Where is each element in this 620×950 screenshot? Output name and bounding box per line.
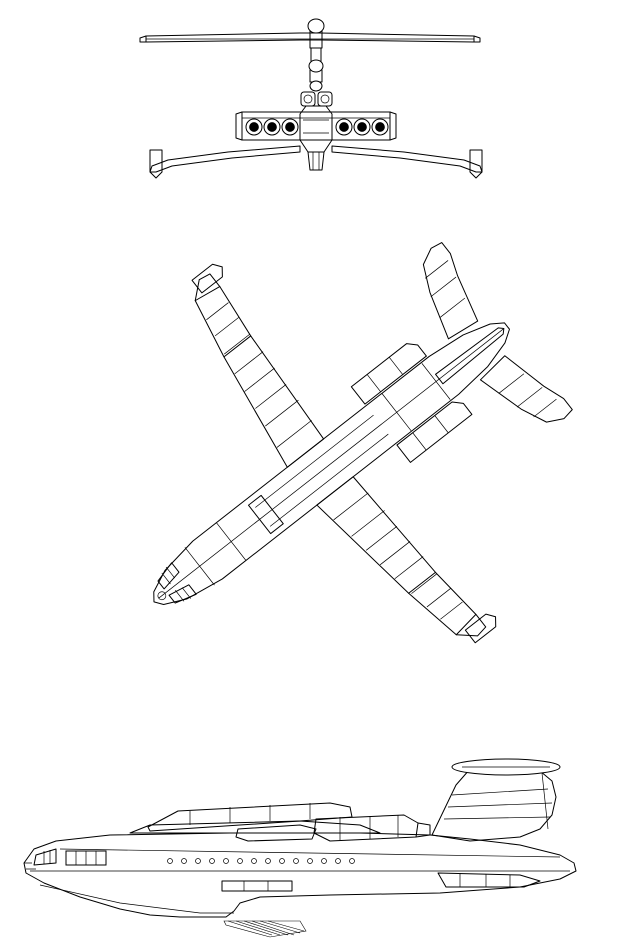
plan-fuselage-centerline [159, 329, 504, 599]
front-keel-lines [313, 152, 319, 170]
side-window-row [168, 859, 355, 864]
plan-wing-right-outline [317, 469, 487, 664]
plan-wing-left-ribs-2 [199, 317, 316, 447]
side-fin-outline [432, 765, 556, 841]
side-aft-hull-panel [438, 873, 540, 887]
front-pylon-fairing [310, 81, 322, 91]
side-profile-view [0, 745, 620, 950]
plan-rotated-group [12, 210, 620, 750]
plan-wing-left-outline [163, 272, 333, 467]
plan-top-view [0, 210, 620, 750]
side-rudder-hinge [542, 773, 548, 829]
front-lower-wing-left [150, 146, 300, 172]
front-lower-wing-right [332, 146, 482, 172]
plan-engine-nacelle-left [351, 339, 426, 404]
front-engine-nacelle-right [318, 92, 332, 106]
front-fin-cap [308, 19, 324, 33]
plan-tailplane-right-ribs [499, 368, 557, 425]
front-fin-fairing [309, 60, 323, 72]
plan-wing-left-tip-chord [195, 283, 220, 303]
front-pod-1-core [250, 123, 259, 132]
front-hull-lines [303, 120, 329, 133]
front-pod-2-core [268, 123, 277, 132]
front-pod-5-core [358, 123, 367, 132]
side-wing-edge [148, 803, 352, 831]
front-engine-nacelle-left [301, 92, 315, 106]
plan-float-right [465, 610, 500, 642]
plan-tailplane-right [478, 343, 573, 444]
plan-wing-right-spar [409, 572, 436, 593]
plan-cockpit-glazing-left [154, 563, 181, 589]
side-nacelle-panels [340, 815, 398, 840]
side-aft-hull-lines [460, 873, 510, 887]
side-hull-outline [24, 833, 576, 917]
plan-cockpit-glazing-right [169, 582, 196, 608]
plan-wing-left-spar [224, 336, 251, 357]
side-deck-line [60, 849, 560, 857]
side-spray-hatching [224, 921, 306, 937]
front-hull-body [300, 106, 332, 152]
front-pod-4-core [340, 123, 349, 132]
front-pod-3-core [286, 123, 295, 132]
front-elevation-view [0, 0, 620, 210]
side-wing-root-fairing [130, 821, 380, 833]
plan-wing-right-ribs-2 [334, 489, 451, 619]
front-wing-tip-left [140, 36, 146, 42]
side-weapons-bay [222, 881, 292, 891]
side-bay-doors [244, 881, 268, 891]
front-pod-6-core [376, 123, 385, 132]
front-stab-tip-left [236, 112, 242, 140]
front-stab-tip-right [390, 112, 396, 140]
side-fin-panel-lines [444, 789, 552, 819]
side-cockpit-glazing [34, 849, 56, 865]
side-keel-aft [40, 885, 234, 913]
plan-tailplane-left-ribs [415, 260, 473, 317]
plan-engine-nacelle-right [397, 397, 472, 462]
front-wing-tip-right [474, 36, 480, 42]
plan-tailplane-left [398, 241, 493, 342]
front-hull-keel [308, 152, 324, 170]
